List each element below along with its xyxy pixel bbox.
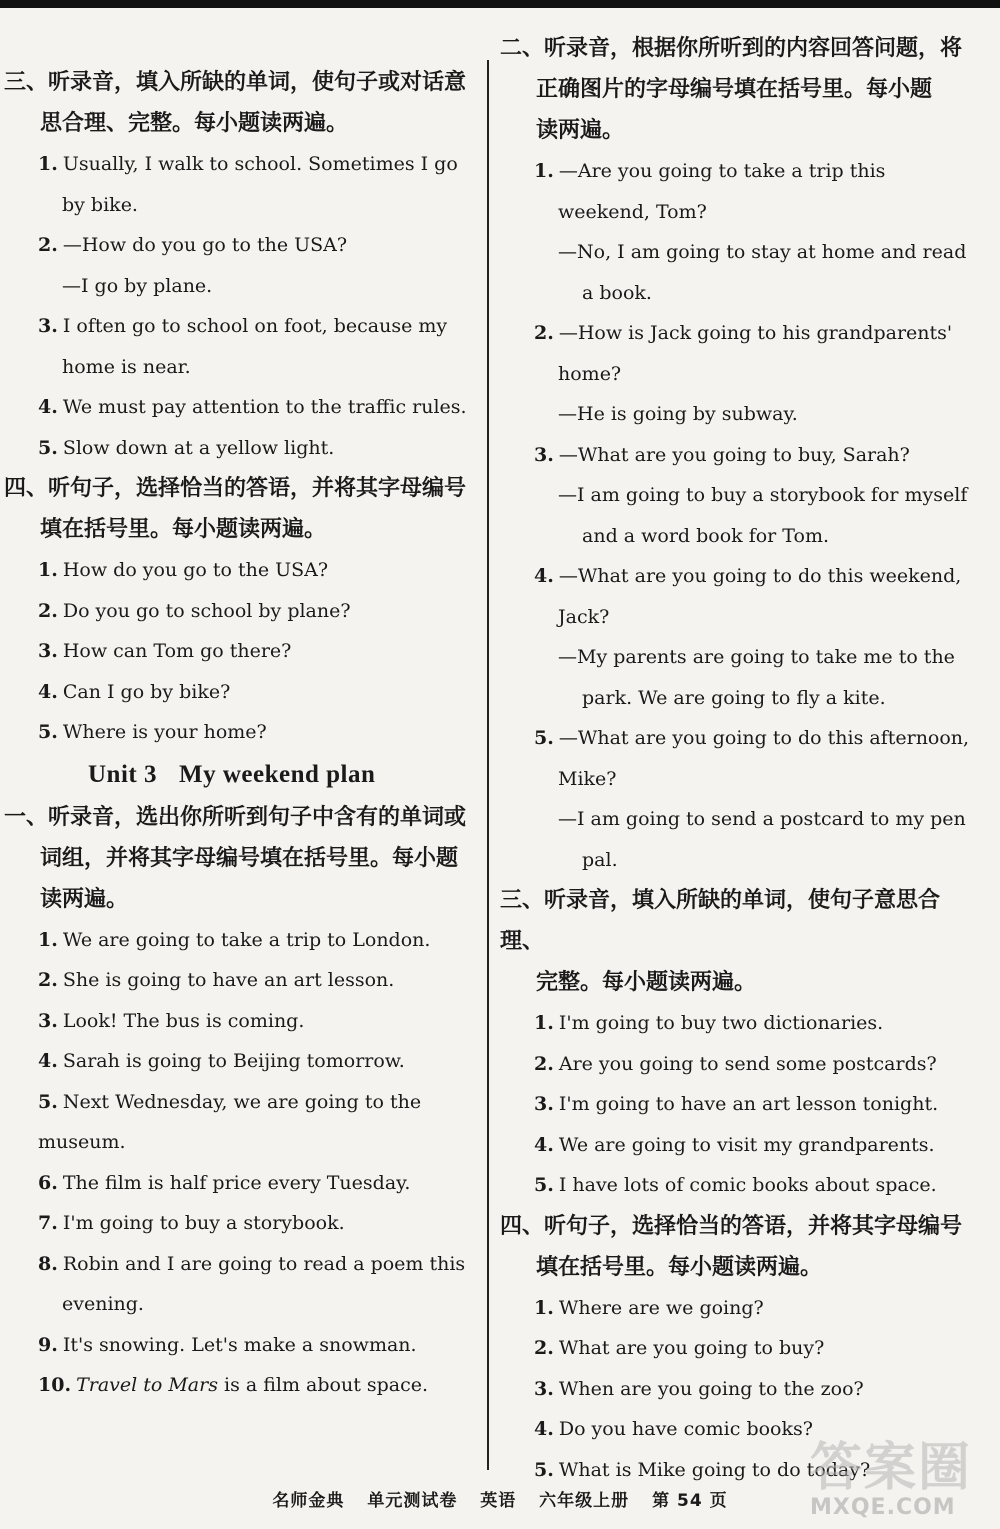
- list-item: [500, 556, 978, 637]
- list-item: [500, 1328, 978, 1369]
- heading-line: 一、听录音，选出你所听到句子中含有的单词或: [4, 804, 467, 830]
- list-item: [500, 394, 978, 435]
- item-number: 4.: [534, 1133, 554, 1156]
- list-item: [4, 1082, 474, 1163]
- item-text: pal.: [582, 848, 618, 871]
- footer-subject: 英语: [480, 1491, 517, 1511]
- item-text: It's snowing. Let's make a snowman.: [62, 1333, 417, 1356]
- list-item: [4, 1365, 474, 1406]
- item-number: 2.: [38, 599, 58, 622]
- item-text: —I am going to buy a storybook for myself: [558, 484, 968, 506]
- item-number: 5.: [534, 727, 554, 749]
- item-text: Do you have comic books?: [558, 1418, 813, 1440]
- item-number: 2.: [38, 234, 58, 256]
- list-item: [4, 225, 474, 266]
- item-number: 1.: [38, 153, 58, 175]
- item-number: 6.: [38, 1171, 58, 1194]
- heading-line: 读两遍。: [40, 886, 129, 912]
- list-item: [4, 1244, 474, 1325]
- item-text: What is Mike going to do today?: [558, 1458, 871, 1481]
- item-text: by bike.: [62, 193, 138, 216]
- item-number: 4.: [38, 396, 58, 418]
- item-number: 1.: [38, 559, 58, 581]
- item-text: The film is half price every Tuesday.: [62, 1171, 411, 1194]
- item-text: We are going to visit my grandparents.: [558, 1133, 935, 1156]
- list-item: [4, 144, 474, 225]
- heading-line: 思合理、完整。每小题读两遍。: [40, 111, 349, 136]
- unit-name: My weekend plan: [178, 760, 376, 788]
- list-item: [500, 232, 978, 313]
- list-item: [500, 1165, 978, 1206]
- list-item: [500, 1084, 978, 1125]
- heading-line: 四、听句子，选择恰当的答语，并将其字母编号: [4, 476, 467, 501]
- item-text: Look! The bus is coming.: [62, 1009, 305, 1032]
- list-item: [4, 960, 474, 1001]
- list-item: [4, 920, 474, 961]
- item-text: —What are you going to do this afternoon,: [558, 727, 970, 749]
- watermark-url: MXQE.COM: [810, 1495, 956, 1520]
- item-text: I'm going to have an art lesson tonight.: [558, 1093, 939, 1115]
- list-item: [500, 718, 978, 799]
- item-number: 1.: [534, 160, 554, 182]
- heading-line: 三、听录音，填入所缺的单词，使句子意思合理、: [500, 888, 941, 954]
- list-item: [500, 475, 978, 556]
- item-text: How can Tom go there?: [62, 640, 292, 662]
- item-number: 4.: [534, 565, 554, 587]
- item-text: —How is Jack going to his grandparents': [558, 322, 953, 344]
- right-column: [500, 28, 978, 1490]
- item-number: 5.: [534, 1458, 554, 1481]
- item-text: Jack?: [558, 605, 610, 628]
- item-text: and a word book for Tom.: [582, 524, 829, 547]
- item-text: home is near.: [62, 355, 191, 378]
- film-title: Travel to Mars: [76, 1374, 218, 1396]
- item-text: Do you go to school by plane?: [62, 599, 351, 622]
- watermark-logo: [810, 1440, 990, 1525]
- item-number: 9.: [38, 1333, 58, 1356]
- unit-label: Unit 3: [88, 760, 157, 788]
- right-section-3-list: [500, 1003, 978, 1206]
- heading-line: 填在括号里。每小题读两遍。: [536, 1254, 823, 1280]
- footer-book: 单元测试卷: [367, 1491, 458, 1511]
- list-item: [500, 799, 978, 880]
- list-item: [4, 550, 474, 591]
- item-number: 2.: [38, 969, 58, 991]
- item-text: —My parents are going to take me to the: [558, 646, 955, 668]
- item-text: weekend, Tom?: [558, 200, 707, 223]
- item-text: Robin and I are going to read a poem this: [62, 1252, 466, 1275]
- item-text: park. We are going to fly a kite.: [582, 686, 886, 709]
- right-section-3-heading: [500, 880, 978, 1003]
- item-text: I often go to school on foot, because my: [62, 315, 448, 337]
- list-item: [500, 1044, 978, 1085]
- list-item: [4, 631, 474, 672]
- item-number: 5.: [38, 721, 58, 743]
- item-number: 4.: [38, 1050, 58, 1072]
- item-text: a book.: [582, 281, 652, 304]
- list-item: [4, 1001, 474, 1042]
- item-text: I'm going to buy two dictionaries.: [558, 1012, 884, 1034]
- list-item: [500, 1125, 978, 1166]
- list-item: [500, 637, 978, 718]
- item-number: 5.: [38, 436, 58, 459]
- top-edge-bar: [0, 0, 1000, 8]
- item-number: 3.: [38, 315, 58, 337]
- item-text: —No, I am going to stay at home and read: [558, 241, 967, 263]
- item-text: Where are we going?: [558, 1296, 764, 1319]
- heading-line: 词组，并将其字母编号填在括号里。每小题: [40, 845, 459, 871]
- left-section-3-list: [4, 144, 474, 468]
- list-item: [4, 1041, 474, 1082]
- heading-line: 四、听句子，选择恰当的答语，并将其字母编号: [500, 1213, 963, 1239]
- list-item: [4, 712, 474, 753]
- list-item: [4, 1163, 474, 1204]
- list-item: [4, 672, 474, 713]
- heading-line: 二、听录音，根据你所听到的内容回答问题，将: [500, 36, 963, 61]
- footer-grade: 六年级上册: [539, 1491, 630, 1511]
- left-section-3-heading: [4, 62, 474, 144]
- right-section-4-heading: [500, 1206, 978, 1288]
- list-item: [500, 1369, 978, 1410]
- heading-line: 填在括号里。每小题读两遍。: [40, 517, 327, 542]
- item-number: 8.: [38, 1252, 58, 1275]
- list-item: [4, 591, 474, 632]
- list-item: [4, 428, 474, 469]
- item-text: —What are you going to do this weekend,: [558, 565, 962, 587]
- heading-line: 读两遍。: [536, 118, 625, 143]
- list-item: [4, 387, 474, 428]
- item-text: —He is going by subway.: [558, 403, 798, 425]
- item-number: 10.: [38, 1374, 72, 1396]
- heading-line: 三、听录音，填入所缺的单词，使句子或对话意: [4, 70, 467, 95]
- item-text: When are you going to the zoo?: [558, 1377, 864, 1400]
- item-text: Where is your home?: [62, 721, 267, 743]
- list-item: [4, 1203, 474, 1244]
- item-number: 5.: [38, 1090, 58, 1113]
- item-text: Next Wednesday, we are going to the museum.: [38, 1090, 422, 1153]
- left-section-1-list: [4, 920, 474, 1366]
- item-text: home?: [558, 362, 622, 385]
- right-section-2-heading: [500, 28, 978, 151]
- list-item: [500, 313, 978, 394]
- left-section-1-heading: [4, 797, 474, 920]
- item-number: 3.: [534, 443, 554, 466]
- left-section-4-list: [4, 550, 474, 753]
- list-item: [500, 435, 978, 476]
- column-divider: [487, 60, 489, 1470]
- item-text: What are you going to buy?: [558, 1337, 825, 1359]
- item-number: 1.: [534, 1012, 554, 1034]
- item-number: 1.: [38, 928, 58, 951]
- item-text: Sarah is going to Beijing tomorrow.: [62, 1050, 405, 1072]
- item-text: I'm going to buy a storybook.: [62, 1212, 345, 1234]
- item-number: 3.: [38, 1009, 58, 1032]
- item-text: —I go by plane.: [62, 274, 213, 297]
- item-text: Slow down at a yellow light.: [62, 436, 335, 459]
- item-text: —What are you going to buy, Sarah?: [558, 443, 910, 466]
- item-text: Can I go by bike?: [62, 680, 231, 703]
- item-text: —Are you going to take a trip this: [558, 160, 886, 182]
- heading-line: 正确图片的字母编号填在括号里。每小题: [536, 77, 933, 102]
- unit-title: [4, 753, 474, 797]
- right-section-2-list: [500, 151, 978, 880]
- list-item: [500, 1003, 978, 1044]
- item-text: is a film about space.: [217, 1374, 429, 1396]
- item-number: 1.: [534, 1296, 554, 1319]
- item-text: She is going to have an art lesson.: [62, 969, 395, 991]
- list-item: [500, 1288, 978, 1329]
- item-text: We must pay attention to the traffic rules.: [62, 396, 467, 418]
- list-item: [4, 1325, 474, 1366]
- left-section-4-heading: [4, 468, 474, 550]
- footer-page-number: 第 54 页: [652, 1491, 728, 1511]
- left-column: [4, 62, 474, 1406]
- item-text: Usually, I walk to school. Sometimes I go: [62, 153, 458, 175]
- item-text: How do you go to the USA?: [62, 559, 329, 581]
- watermark-mark: 答案圈: [810, 1438, 973, 1498]
- item-number: 3.: [38, 640, 58, 662]
- item-number: 3.: [534, 1377, 554, 1400]
- item-text: —I am going to send a postcard to my pen: [558, 808, 966, 830]
- item-number: 2.: [534, 1337, 554, 1359]
- item-text: I have lots of comic books about space.: [558, 1174, 937, 1196]
- item-number: 2.: [534, 1052, 554, 1075]
- item-text: Mike?: [558, 767, 617, 790]
- heading-line: 完整。每小题读两遍。: [536, 970, 757, 995]
- item-number: 4.: [534, 1418, 554, 1440]
- item-text: evening.: [62, 1293, 144, 1315]
- item-text: —How do you go to the USA?: [62, 234, 348, 256]
- item-number: 4.: [38, 680, 58, 703]
- item-text: Are you going to send some postcards?: [558, 1052, 937, 1075]
- footer-series: 名师金典: [272, 1491, 345, 1511]
- item-text: We are going to take a trip to London.: [62, 928, 431, 951]
- item-number: 7.: [38, 1212, 58, 1234]
- list-item: [500, 151, 978, 232]
- item-number: 5.: [534, 1174, 554, 1196]
- item-number: 2.: [534, 322, 554, 344]
- list-item: [4, 266, 474, 307]
- list-item: [4, 306, 474, 387]
- item-number: 3.: [534, 1093, 554, 1115]
